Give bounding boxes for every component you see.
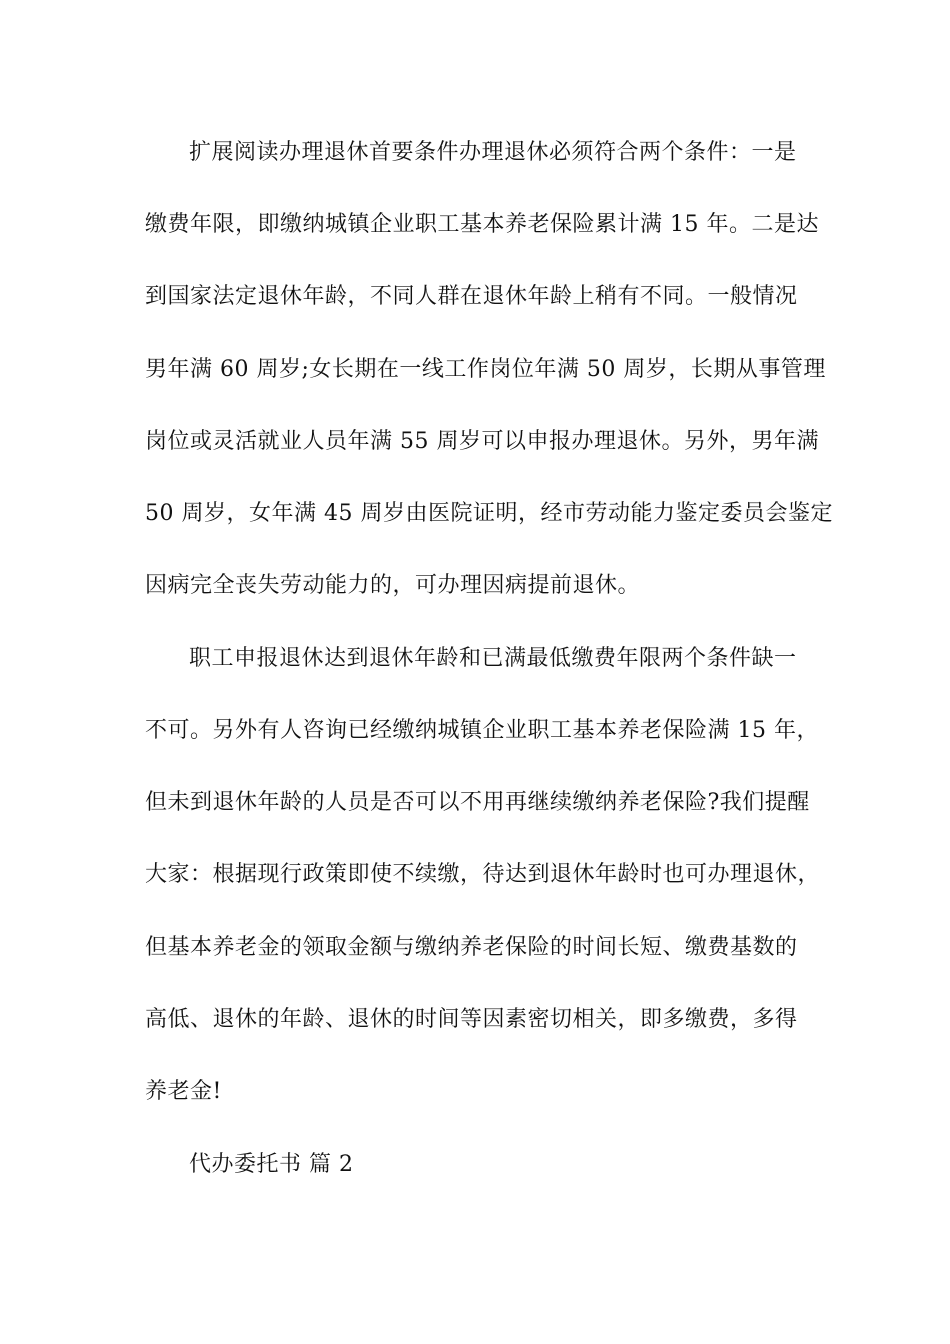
paragraph-1-line-5: 岗位或灵活就业人员年满 55 周岁可以申报办理退休。另外，男年满 bbox=[145, 429, 819, 454]
paragraph-2-line-6: 高低、退休的年龄、退休的时间等因素密切相关，即多缴费，多得 bbox=[145, 1007, 798, 1032]
paragraph-2-line-3: 但未到退休年龄的人员是否可以不用再继续缴纳养老保险?我们提醒 bbox=[145, 790, 810, 815]
paragraph-1-line-2: 缴费年限，即缴纳城镇企业职工基本养老保险累计满 15 年。二是达 bbox=[145, 212, 819, 237]
paragraph-2-line-2: 不可。另外有人咨询已经缴纳城镇企业职工基本养老保险满 15 年， bbox=[145, 718, 819, 743]
paragraph-1-line-4: 男年满 60 周岁;女长期在一线工作岗位年满 50 周岁，长期从事管理 bbox=[145, 357, 826, 382]
paragraph-2-line-5: 但基本养老金的领取金额与缴纳养老保险的时间长短、缴费基数的 bbox=[145, 935, 798, 960]
paragraph-1-line-7: 因病完全丧失劳动能力的，可办理因病提前退休。 bbox=[145, 573, 641, 598]
section-heading: 代办委托书 篇 2 bbox=[189, 1152, 354, 1177]
paragraph-2-line-1: 职工申报退休达到退休年龄和已满最低缴费年限两个条件缺一 bbox=[189, 646, 797, 671]
paragraph-1-line-1: 扩展阅读办理退休首要条件办理退休必须符合两个条件：一是 bbox=[189, 140, 797, 165]
paragraph-1-line-3: 到国家法定退休年龄，不同人群在退休年龄上稍有不同。一般情况 bbox=[145, 284, 798, 309]
paragraph-2-line-7: 养老金! bbox=[145, 1079, 222, 1104]
paragraph-1-line-6: 50 周岁，女年满 45 周岁由医院证明，经市劳动能力鉴定委员会鉴定 bbox=[145, 501, 833, 526]
paragraph-2-line-4: 大家：根据现行政策即使不续缴，待达到退休年龄时也可办理退休， bbox=[145, 862, 821, 887]
